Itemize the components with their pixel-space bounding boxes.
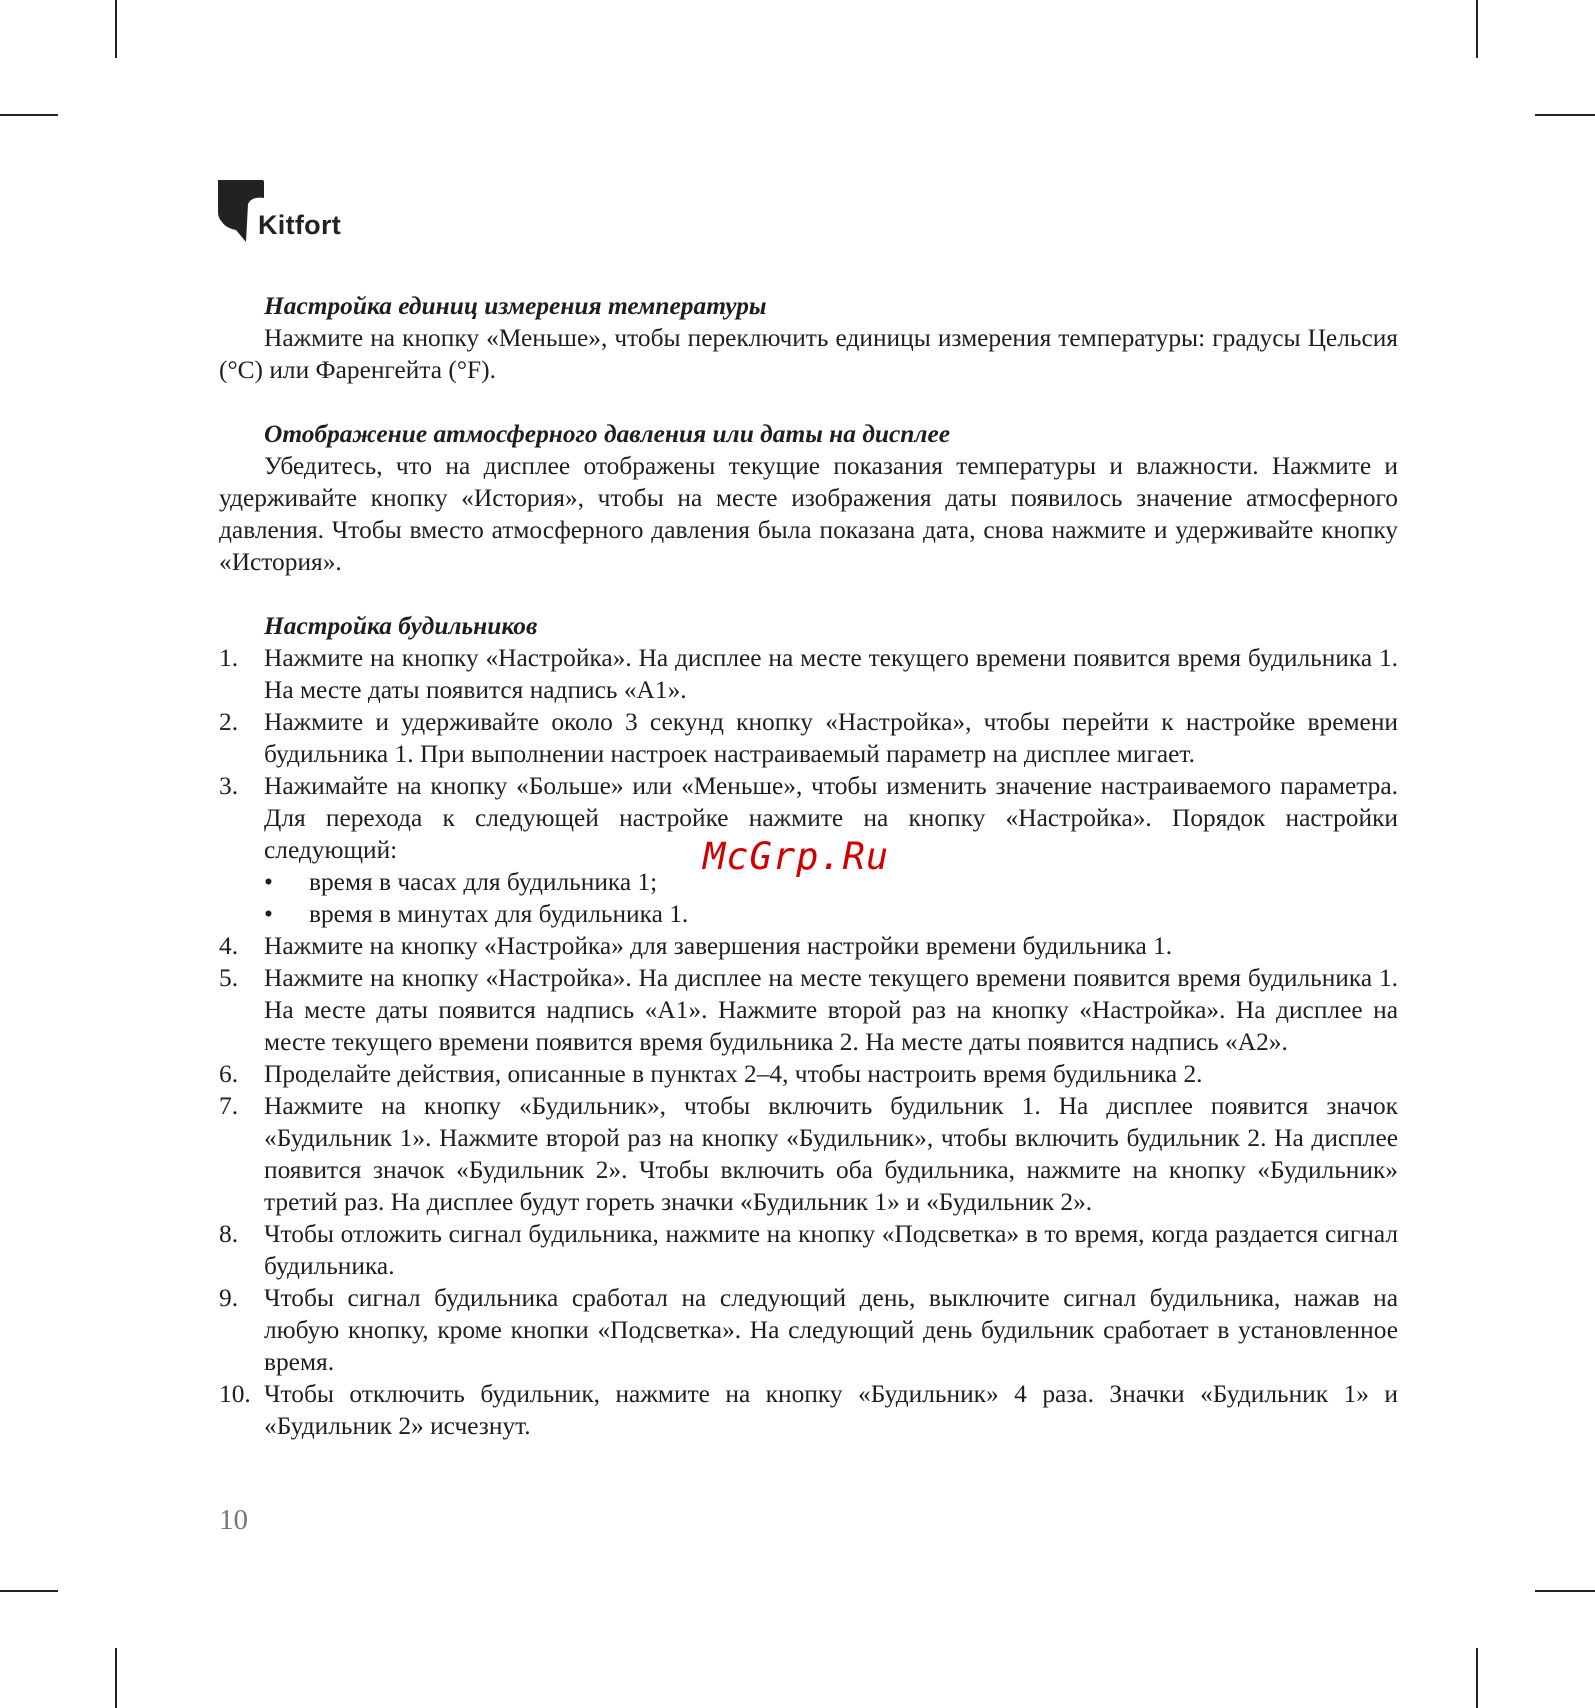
list-item-number: 8. <box>219 1220 239 1248</box>
list-item-number: 5. <box>219 964 239 992</box>
list-item-text: Нажмите и удерживайте около 3 секунд кнопку «Настройка», чтобы перейти к настройке времени будильника 1. При выполнении настроек настраиваемый параметр на дисплее мигает. <box>264 708 1398 768</box>
section-text-pressure: Убедитесь, что на дисплее отображены текущие показания температуры и влажности. Нажмите и удерживайте кнопку «История», чтобы на месте изображения даты появилось значение атмосферного давления. Чтобы вместо атмосферного давления была показана дата, снова нажмите и удерживайте кнопку «История». <box>219 452 1398 576</box>
bullet-icon: • <box>264 900 273 928</box>
list-item <box>219 1378 1398 1442</box>
logo-text: Kitfort <box>258 210 342 240</box>
list-item-number: 1. <box>219 644 239 672</box>
list-item-text: Нажмите на кнопку «Настройка» для завершения настройки времени будильника 1. <box>264 932 1173 960</box>
crop-mark <box>0 1590 58 1592</box>
list-item-text: Чтобы отложить сигнал будильника, нажмите на кнопку «Подсветка» в то время, когда раздается сигнал будильника. <box>264 1220 1398 1280</box>
list-item <box>219 1282 1398 1378</box>
crop-mark <box>115 0 117 58</box>
list-item-number: 2. <box>219 708 239 736</box>
list-item-text: Нажимайте на кнопку «Больше» или «Меньше», чтобы изменить значение настраиваемого параметра. Для перехода к следующей настройке нажмите на кнопку «Настройка». Порядок настройки следующий: <box>264 772 1398 864</box>
list-item-text: Чтобы сигнал будильника сработал на следующий день, выключите сигнал будильника, нажав на любую кнопку, кроме кнопки «Подсветка». На следующий день будильник сработает в установленное время. <box>264 1284 1398 1376</box>
list-item <box>219 1058 1398 1090</box>
list-item-text: Проделайте действия, описанные в пунктах 2–4, чтобы настроить время будильника 2. <box>264 1060 1203 1088</box>
watermark: McGrp.Ru <box>703 835 890 878</box>
list-item-text: Нажмите на кнопку «Настройка». На дисплее на месте текущего времени появится время будильника 1. На месте даты появится надпись «A1». Нажмите второй раз на кнопку «Настройка». На дисплее на месте текущего времени появится время будильника 2. На месте даты появится надпись «A2». <box>264 964 1398 1056</box>
sub-list-item-text: время в минутах для будильника 1. <box>309 900 689 928</box>
alarm-steps-list <box>219 642 1398 1442</box>
list-item <box>219 706 1398 770</box>
list-item <box>219 962 1398 1058</box>
list-item <box>219 930 1398 962</box>
crop-mark <box>115 1648 117 1708</box>
page-number: 10 <box>219 1504 248 1536</box>
section-text-units: Нажмите на кнопку «Меньше», чтобы переключить единицы измерения температуры: градусы Цельсия (°C) или Фаренгейта (°F). <box>219 324 1398 384</box>
list-item-number: 6. <box>219 1060 239 1088</box>
section-heading-units: Настройка единиц измерения температуры <box>264 292 767 320</box>
sub-list-item <box>264 898 1398 930</box>
sub-list-item-text: время в часах для будильника 1; <box>309 868 658 896</box>
section-heading-alarms: Настройка будильников <box>264 612 538 640</box>
crop-mark <box>1476 1648 1478 1708</box>
list-item-number: 10. <box>219 1380 251 1408</box>
list-item-text: Нажмите на кнопку «Настройка». На дисплее на месте текущего времени появится время будильника 1. На месте даты появится надпись «A1». <box>264 644 1398 704</box>
list-item-number: 3. <box>219 772 239 800</box>
crop-mark <box>1476 0 1478 58</box>
list-item-text: Чтобы отключить будильник, нажмите на кнопку «Будильник» 4 раза. Значки «Будильник 1» и «Будильник 2» исчезнут. <box>264 1380 1398 1440</box>
list-item <box>219 1218 1398 1282</box>
section-heading-pressure: Отображение атмосферного давления или даты на дисплее <box>264 420 950 448</box>
list-item-number: 7. <box>219 1092 239 1120</box>
crop-mark <box>1535 114 1595 116</box>
list-item-number: 4. <box>219 932 239 960</box>
kitfort-logo <box>218 178 398 238</box>
list-item-text: Нажмите на кнопку «Будильник», чтобы включить будильник 1. На дисплее появится значок «Будильник 1». Нажмите второй раз на кнопку «Будильник», чтобы включить будильник 2. На дисплее появится значок «Будильник 2». Чтобы включить оба будильника, нажмите на кнопку «Будильник» третий раз. На дисплее будут гореть значки «Будильник 1» и «Будильник 2». <box>264 1092 1398 1216</box>
list-item-number: 9. <box>219 1284 239 1312</box>
crop-mark <box>0 114 58 116</box>
list-item <box>219 642 1398 706</box>
crop-mark <box>1535 1590 1595 1592</box>
list-item <box>219 1090 1398 1218</box>
bullet-icon: • <box>264 868 273 896</box>
